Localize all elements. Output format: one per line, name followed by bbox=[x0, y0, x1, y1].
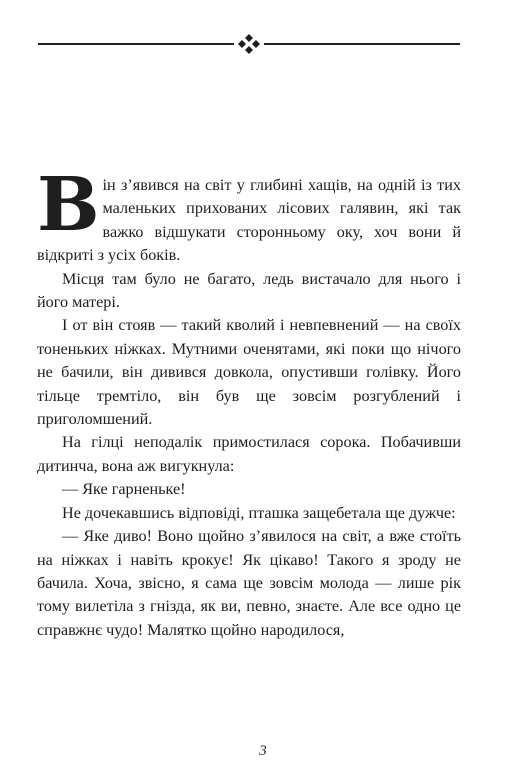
paragraph-6: Не дочекавшись відповіді, пташка защебетала ще дужче: bbox=[62, 503, 456, 522]
chapter-text bbox=[37, 162, 461, 642]
paragraph-2: Місця там було не багато, ледь вистачало для нього і його матері. bbox=[37, 269, 461, 312]
paragraph-text: ін з’явився на світ у глибині хащів, на одній із тих маленьких прихованих лісових галявин, які так важко відшукати сторонньому оку, хоч вони й відкриті з усіх боків. bbox=[37, 176, 461, 265]
paragraph-7: — Яке диво! Воно щойно з’явилося на світ, а вже стоїть на ніжках і навіть крокує! Як цікаво! Такого я зроду не бачила. Хоча, звісно, я сама ще зовсім молода — лише рік тому вилетіла з гнізда, як ви, певно, знаєте. Але все одно це справжнє чудо! Малятко щойно народилося, bbox=[37, 527, 461, 639]
paragraph-1 bbox=[37, 162, 461, 268]
paragraph-5: — Яке гарненьке! bbox=[62, 480, 186, 499]
chapter-ornament bbox=[38, 34, 460, 54]
drop-cap: В bbox=[37, 162, 100, 248]
page-number: 3 bbox=[259, 743, 267, 759]
paragraph-4: На гілці неподалік примостилася сорока. Побачивши дитинча, вона аж вигукнула: bbox=[37, 433, 461, 475]
paragraph-3: І от він стояв — такий кволий і невпевнений — на своїх тоненьких ніжках. Мутними оченятами, які поки що нічого не бачили, він дивився довкола, опустивши голівку. Його тільце тремтіло, він був ще зовсім розгублений і приголомшений. bbox=[37, 316, 461, 429]
ornament-rule-right bbox=[264, 43, 460, 45]
ornament-rule-left bbox=[38, 43, 234, 45]
four-diamonds-ornament-icon bbox=[237, 34, 261, 54]
